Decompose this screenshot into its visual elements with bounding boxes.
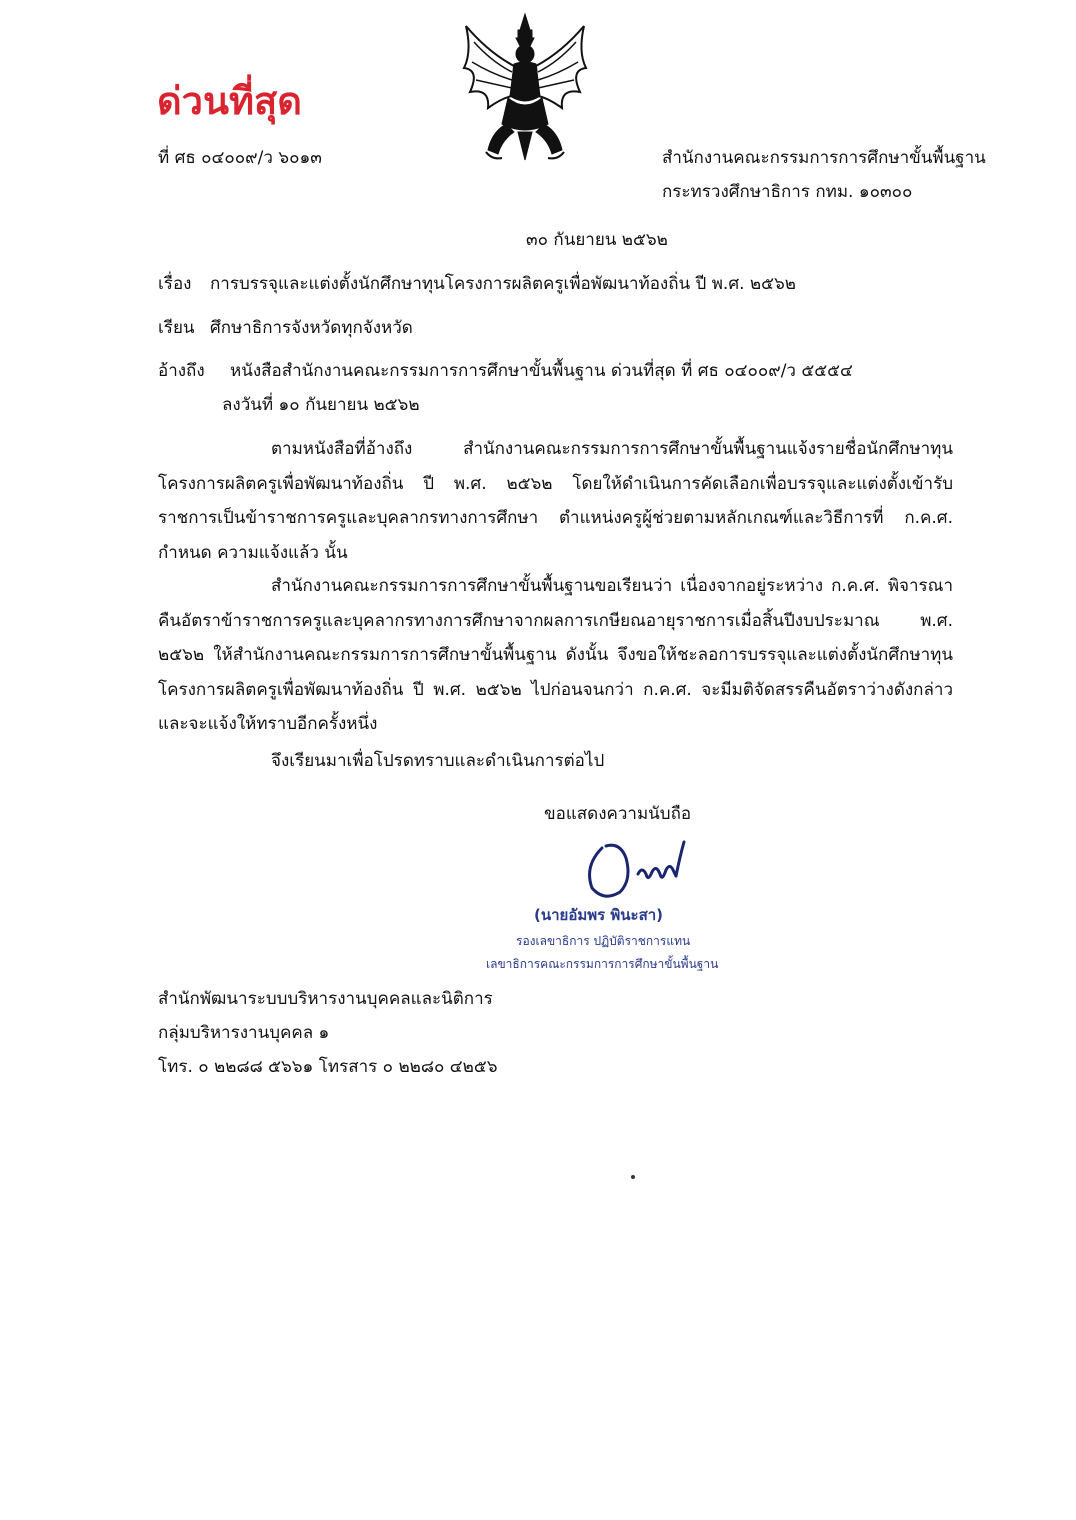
issuing-address: กระทรวงศึกษาธิการ กทม. ๑๐๓๐๐: [662, 182, 913, 202]
handwritten-signature: [580, 836, 720, 906]
document-number: ที่ ศธ ๐๔๐๐๙/ว ๖๐๑๓: [158, 148, 322, 168]
garuda-emblem-icon: [458, 12, 592, 162]
letter-date: ๓๐ กันยายน ๒๕๖๒: [526, 230, 668, 250]
signer-title-line1: รองเลขาธิการ ปฏิบัติราชการแทน: [516, 934, 691, 948]
recipient-label: เรียน: [158, 318, 195, 338]
signer-name: (นายอัมพร พินะสา): [534, 906, 664, 924]
footer-contact: โทร. ๐ ๒๒๘๘ ๕๖๖๑ โทรสาร ๐ ๒๒๘๐ ๔๒๕๖: [158, 1057, 498, 1077]
body-paragraph-2: สำนักงานคณะกรรมการการศึกษาขั้นพื้นฐานขอเรียนว่า เนื่องจากอยู่ระหว่าง ก.ค.ศ. พิจารณาคืนอัตราข้าราชการครูและบุคลากรทางการศึกษาจากผลการเกษียณอายุราชการเมื่อสิ้นปีงบประมาณ พ.ศ. ๒๕๖๒ ให้สำนักงานคณะกรรมการการศึกษาขั้นพื้นฐาน ดังนั้น จึงขอให้ชะลอการบรรจุและแต่งตั้งนักศึกษาทุนโครงการผลิตครูเพื่อพัฒนาท้องถิ่น ปี พ.ศ. ๒๕๖๒ ไปก่อนจนกว่า ก.ค.ศ. จะมีมติจัดสรรคืนอัตราว่างดังกล่าวและจะแจ้งให้ทราบอีกครั้งหนึ่ง: [158, 576, 953, 734]
regards-line: ขอแสดงความนับถือ: [544, 804, 692, 824]
closing-line: จึงเรียนมาเพื่อโปรดทราบและดำเนินการต่อไป: [271, 751, 605, 771]
body-paragraph-1: ตามหนังสือที่อ้างถึง สำนักงานคณะกรรมการการศึกษาขั้นพื้นฐานแจ้งรายชื่อนักศึกษาทุนโครงการผลิตครูเพื่อพัฒนาท้องถิ่น ปี พ.ศ. ๒๕๖๒ โดยให้ดำเนินการคัดเลือกเพื่อบรรจุและแต่งตั้งเข้ารับราชการเป็นข้าราชการครูและบุคลากรทางการศึกษา ตำแหน่งครูผู้ช่วยตามหลักเกณฑ์และวิธีการที่ ก.ค.ศ. กำหนด ความแจ้งแล้ว นั้น: [158, 439, 953, 563]
footer-group: กลุ่มบริหารงานบุคคล ๑: [158, 1023, 330, 1043]
reference-label: อ้างถึง: [158, 361, 205, 381]
reference-line2: ลงวันที่ ๑๐ กันยายน ๒๕๖๒: [222, 395, 420, 415]
urgency-stamp: ด่วนที่สุด: [157, 79, 302, 123]
subject-text: การบรรจุและแต่งตั้งนักศึกษาทุนโครงการผลิตครูเพื่อพัฒนาท้องถิ่น ปี พ.ศ. ๒๕๖๒: [210, 274, 796, 294]
stray-dot: [631, 1175, 635, 1179]
signer-title-line2: เลขาธิการคณะกรรมการการศึกษาขั้นพื้นฐาน: [486, 957, 719, 971]
subject-label: เรื่อง: [158, 274, 192, 294]
reference-line1: หนังสือสำนักงานคณะกรรมการการศึกษาขั้นพื้นฐาน ด่วนที่สุด ที่ ศธ ๐๔๐๐๙/ว ๕๕๕๔: [230, 361, 853, 381]
recipient-text: ศึกษาธิการจังหวัดทุกจังหวัด: [210, 318, 413, 338]
footer-office: สำนักพัฒนาระบบบริหารงานบุคคลและนิติการ: [158, 989, 493, 1009]
issuing-office: สำนักงานคณะกรรมการการศึกษาขั้นพื้นฐาน: [662, 148, 986, 168]
